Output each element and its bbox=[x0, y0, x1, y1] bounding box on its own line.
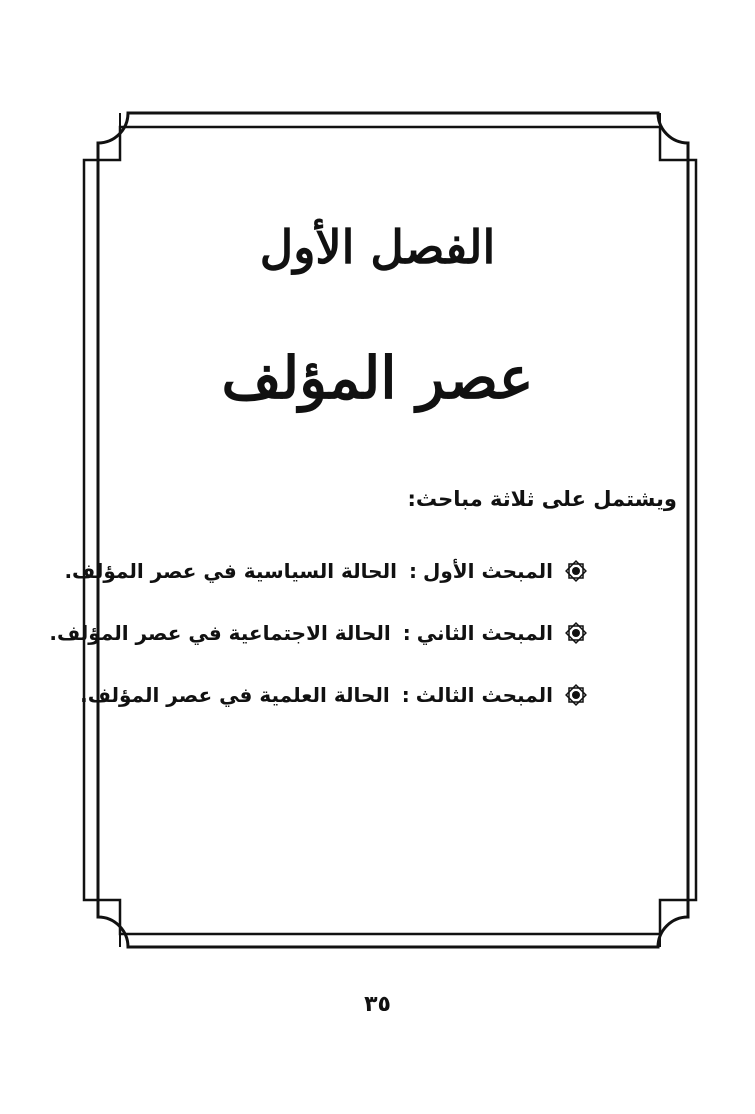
section-description: الحالة السياسية في عصر المؤلف. bbox=[64, 559, 397, 583]
ornament-star-bullet-icon bbox=[565, 560, 587, 582]
section-separator: : bbox=[402, 621, 411, 645]
section-description: الحالة الاجتماعية في عصر المؤلف. bbox=[49, 621, 391, 645]
chapter-title: الفصل الأول bbox=[259, 220, 496, 274]
section-label: المبحث الثاني bbox=[416, 621, 553, 645]
section-item-2 bbox=[49, 602, 587, 664]
section-item-3 bbox=[49, 664, 587, 726]
section-item-1 bbox=[49, 540, 587, 602]
section-separator: : bbox=[408, 559, 417, 583]
page-number: ٣٥ bbox=[364, 992, 391, 1017]
chapter-subtitle: عصر المؤلف bbox=[221, 344, 534, 412]
section-label: المبحث الثالث bbox=[415, 683, 553, 707]
ornament-star-bullet-icon bbox=[565, 684, 587, 706]
section-separator: : bbox=[401, 683, 410, 707]
section-description: الحالة العلمية في عصر المؤلف. bbox=[80, 683, 390, 707]
section-list bbox=[49, 540, 587, 726]
section-label: المبحث الأول bbox=[422, 559, 553, 583]
chapter-intro: ويشتمل على ثلاثة مباحث: bbox=[407, 487, 677, 511]
ornament-star-bullet-icon bbox=[565, 622, 587, 644]
